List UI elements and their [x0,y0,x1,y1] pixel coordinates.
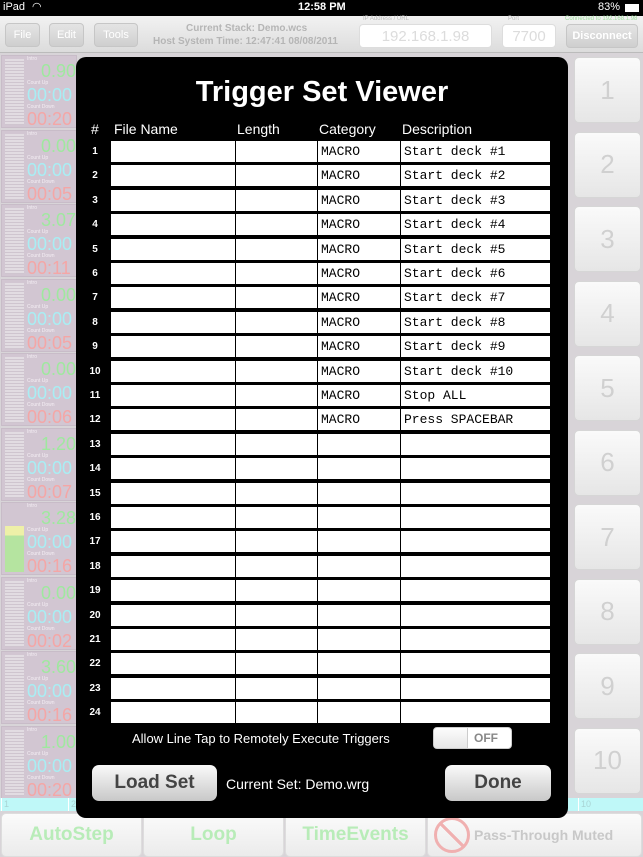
count-up-label: Count Up [27,154,49,161]
count-down-label: Count Down [27,104,55,110]
category-cell [318,629,401,650]
row-number: 5 [92,243,98,255]
length-cell [236,312,318,333]
table-row[interactable] [76,287,556,308]
deck-button-3[interactable]: 3 [574,206,641,272]
description-cell: Start deck #1 [401,141,551,162]
category-cell: MACRO [318,361,401,382]
autostep-button[interactable]: AutoStep [1,813,142,857]
file-name-cell [111,165,236,186]
intro-value: 0.90 [40,61,76,81]
disconnect-button[interactable]: Disconnect [566,24,638,48]
file-name-cell [111,434,236,455]
length-cell [236,531,318,552]
file-name-cell [111,483,236,504]
column-header-length: Length [237,121,280,137]
category-cell [318,605,401,626]
intro-label: Intro [27,503,38,509]
row-number: 13 [89,438,101,450]
current-set: Current Set: Demo.wrg [226,776,370,792]
file-name-cell [111,458,236,479]
category-cell: MACRO [318,385,401,406]
port-label: Port [508,16,520,22]
description-cell [401,507,551,528]
file-name-cell [111,141,236,162]
intro-value: 3.28 [40,508,76,528]
count-up-label: Count Up [27,303,49,310]
file-name-cell [111,605,236,626]
tools-button[interactable]: Tools [94,23,138,47]
pass-through-label: Pass-Through Muted [474,827,614,843]
file-name-cell [111,312,236,333]
description-cell: Start deck #4 [401,214,551,235]
description-cell: Start deck #3 [401,190,551,211]
count-down-label: Count Down [27,178,55,185]
length-cell [236,605,318,626]
row-number: 19 [89,585,101,597]
file-name-cell [111,336,236,357]
description-cell [401,531,551,552]
load-set-button[interactable]: Load Set [92,765,217,801]
count-up-label: Count Up [27,229,49,235]
deck-panel[interactable] [1,353,77,426]
length-cell [236,458,318,479]
category-cell: MACRO [318,141,401,162]
length-cell [236,483,318,504]
file-name-cell [111,653,236,674]
table-row[interactable] [76,409,556,430]
level-meter [5,506,24,572]
ip-label: IP Address / URL [363,16,409,22]
description-cell: Start deck #8 [401,312,551,333]
file-name-cell [111,263,236,284]
deck-panel[interactable] [1,55,77,128]
table-row[interactable] [76,531,556,552]
intro-label: Intro [27,279,38,286]
table-row[interactable] [76,336,556,357]
file-name-cell [111,361,236,382]
deck-button-4[interactable]: 4 [574,281,641,347]
file-name-cell [111,287,236,308]
level-meter [5,283,24,349]
row-number: 18 [89,560,101,572]
file-name-cell [111,190,236,211]
file-name-cell [111,629,236,650]
bottom-bar [0,812,643,857]
category-cell [318,702,401,723]
deck-panel[interactable] [1,279,77,352]
file-name-cell [111,214,236,235]
table-row[interactable] [76,580,556,601]
count-down-label: Count Down [27,700,55,706]
ip-address-input[interactable]: 192.168.1.98 [359,24,492,48]
category-cell [318,556,401,577]
count-up-value: 00:00 [27,383,73,403]
intro-value: 0.00 [40,284,76,305]
clock: 12:58 PM [298,1,346,13]
description-cell [401,483,551,504]
count-down-label: Count Down [27,625,55,632]
file-name-cell [111,239,236,260]
count-up-value: 00:00 [27,457,73,478]
description-cell: Start deck #10 [401,361,551,382]
file-name-cell [111,580,236,601]
row-number: 6 [92,268,98,279]
deck-button-6[interactable]: 6 [574,430,641,496]
description-cell: Start deck #7 [401,287,551,308]
row-number: 3 [92,194,98,206]
table-row[interactable] [76,239,556,260]
file-name-cell [111,702,236,723]
description-cell [401,458,551,479]
count-down-value: 00:20 [27,779,73,799]
status-bar [0,0,643,16]
count-down-value: 00:20 [27,109,73,128]
deck-panel[interactable] [1,130,77,203]
deck-panel[interactable] [1,428,77,501]
table-row[interactable] [76,263,556,284]
count-up-label: Count Up [27,601,49,608]
toolbar [0,16,643,53]
level-meter [5,208,24,274]
port-input[interactable]: 7700 [502,24,556,48]
intro-label: Intro [27,205,38,211]
intro-label: Intro [27,652,38,658]
count-down-label: Count Down [27,774,55,781]
deck-panel[interactable] [1,577,77,650]
row-number: 15 [89,487,101,499]
intro-label: Intro [27,130,38,137]
deck-button-5[interactable]: 5 [574,355,641,421]
category-cell: MACRO [318,287,401,308]
level-meter [5,432,24,498]
toggle-state: OFF [474,731,498,745]
count-down-value: 00:05 [27,183,73,203]
category-cell: MACRO [318,214,401,235]
length-cell [236,287,318,308]
table-row[interactable] [76,214,556,235]
length-cell [236,653,318,674]
intro-label: Intro [27,577,38,584]
intro-value: 3.07 [40,210,76,230]
table-row[interactable] [76,434,556,455]
row-number: 1 [92,146,98,157]
muted-speaker-icon [434,817,470,853]
pass-through-muted-button[interactable] [427,813,642,857]
battery-percent: 83% [598,1,621,13]
length-cell [236,702,318,723]
deck-panel[interactable] [1,651,77,724]
deck-panel[interactable] [1,726,77,799]
count-up-value: 00:00 [27,606,73,627]
length-cell [236,263,318,284]
device-name: iPad [3,1,26,13]
row-number: 14 [89,463,101,475]
deck-button-9[interactable]: 9 [574,653,641,719]
count-up-label: Count Up [27,676,49,682]
intro-value: 1.20 [40,433,76,454]
file-name-cell [111,385,236,406]
length-cell [236,556,318,577]
row-number: 2 [92,170,98,182]
count-down-value: 00:07 [27,481,73,501]
deck-panel[interactable] [1,502,77,575]
table-row[interactable] [76,141,556,162]
row-number: 20 [89,609,101,621]
row-number: 4 [92,219,98,231]
level-meter [5,581,24,647]
count-down-value: 00:16 [27,556,73,575]
table-row[interactable] [76,605,556,626]
level-meter [5,357,24,423]
description-cell: Stop ALL [401,385,551,406]
intro-label: Intro [27,56,38,62]
description-cell [401,629,551,650]
allow-line-tap-toggle[interactable] [433,727,512,749]
row-number: 22 [89,658,101,670]
count-down-value: 00:02 [27,630,73,650]
category-cell [318,653,401,674]
done-button[interactable]: Done [445,765,551,801]
table-row[interactable] [76,702,556,723]
length-cell [236,434,318,455]
row-number: 17 [89,536,101,548]
deck-button-8[interactable]: 8 [574,579,641,645]
table-row[interactable] [76,556,556,577]
category-cell [318,580,401,601]
category-cell: MACRO [318,312,401,333]
length-cell [236,214,318,235]
file-name-cell [111,507,236,528]
host-system-time: Host System Time: 12:47:41 08/08/2011 [153,36,338,47]
description-cell [401,556,551,577]
count-down-label: Count Down [27,476,55,483]
row-number: 23 [89,682,101,694]
intro-label: Intro [27,428,38,435]
row-number: 7 [92,292,98,304]
category-cell: MACRO [318,263,401,284]
strip-number: 10 [578,798,591,811]
length-cell [236,507,318,528]
length-cell [236,409,318,430]
table-row[interactable] [76,629,556,650]
column-header-file-name: File Name [114,121,178,137]
allow-line-tap-label: Allow Line Tap to Remotely Execute Triggers [132,731,390,746]
count-up-value: 00:00 [27,308,73,329]
category-cell: MACRO [318,190,401,211]
table-row[interactable] [76,507,556,528]
description-cell: Press SPACEBAR [401,409,551,430]
length-cell [236,629,318,650]
category-cell [318,678,401,699]
count-down-label: Count Down [27,253,55,259]
wifi-icon: ◠ [32,1,42,13]
battery-icon [625,4,639,12]
category-cell: MACRO [318,165,401,186]
count-down-value: 00:11 [27,258,71,277]
level-meter [5,655,24,721]
row-number: 21 [89,634,101,645]
level-meter [5,59,24,125]
count-up-label: Count Up [27,378,49,384]
toggle-knob [434,728,468,748]
length-cell [236,580,318,601]
deck-button-10[interactable]: 10 [574,728,641,794]
intro-value: 0.00 [40,582,76,603]
description-cell: Start deck #6 [401,263,551,284]
count-up-label: Count Up [27,750,49,757]
count-up-value: 00:00 [27,85,73,105]
deck-button-2[interactable]: 2 [574,132,641,198]
count-up-value: 00:00 [27,159,73,180]
length-cell [236,239,318,260]
category-cell: MACRO [318,239,401,260]
description-cell: Start deck #9 [401,336,551,357]
row-number: 10 [89,365,101,377]
table-row[interactable] [76,653,556,674]
deck-panel[interactable] [1,204,77,277]
loop-button[interactable]: Loop [143,813,284,857]
file-name-cell [111,409,236,430]
description-cell [401,678,551,699]
table-row[interactable] [76,483,556,504]
level-meter [5,134,24,200]
file-name-cell [111,531,236,552]
count-up-value: 00:00 [27,755,73,776]
strip-number: 2 [68,798,76,811]
description-cell: Start deck #2 [401,165,551,186]
description-cell [401,580,551,601]
deck-button-1[interactable]: 1 [574,57,641,123]
category-cell [318,483,401,504]
category-cell [318,434,401,455]
length-cell [236,678,318,699]
table-row[interactable] [76,385,556,406]
row-number: 24 [89,707,101,719]
edit-button[interactable]: Edit [49,23,84,47]
category-cell: MACRO [318,409,401,430]
length-cell [236,336,318,357]
connection-status: Connected to 192.168.1.98 [565,16,638,22]
intro-value: 1.00 [40,731,76,752]
description-cell [401,702,551,723]
count-up-label: Count Up [27,527,49,533]
count-up-value: 00:00 [27,532,73,552]
category-cell [318,507,401,528]
count-down-value: 00:05 [27,332,73,352]
length-cell [236,385,318,406]
intro-label: Intro [27,726,38,733]
count-up-value: 00:00 [27,234,73,254]
table-row[interactable] [76,361,556,382]
intro-value: 0.00 [40,359,76,379]
count-up-label: Count Up [27,80,49,86]
current-stack: Current Stack: Demo.wcs [186,23,308,34]
row-number: 16 [89,512,101,523]
column-header-category: Category [319,121,376,137]
column-header-number: # [91,121,99,137]
dialog-title: Trigger Set Viewer [195,76,449,108]
deck-button-7[interactable]: 7 [574,504,641,570]
category-cell [318,458,401,479]
count-down-value: 00:06 [27,407,73,426]
category-cell: MACRO [318,336,401,357]
file-button[interactable]: File [5,23,40,47]
table-row[interactable] [76,312,556,333]
length-cell [236,361,318,382]
time-events-button[interactable]: TimeEvents [285,813,426,857]
count-up-value: 00:00 [27,681,73,701]
category-cell [318,531,401,552]
description-cell: Start deck #5 [401,239,551,260]
count-down-label: Count Down [27,402,55,408]
row-number: 12 [89,414,101,426]
file-name-cell [111,556,236,577]
table-row[interactable] [76,678,556,699]
count-down-label: Count Down [27,327,55,334]
length-cell [236,190,318,211]
row-number: 8 [92,316,98,328]
length-cell [236,141,318,162]
description-cell [401,653,551,674]
column-header-description: Description [402,121,473,137]
trigger-set-viewer-dialog [76,57,568,818]
count-down-label: Count Down [27,551,55,557]
file-name-cell [111,678,236,699]
description-cell [401,605,551,626]
level-meter [5,730,24,796]
table-row[interactable] [76,458,556,479]
strip-number: 1 [1,798,9,811]
description-cell [401,434,551,455]
intro-value: 0.00 [40,135,76,156]
length-cell [236,165,318,186]
count-down-value: 00:16 [27,705,73,724]
intro-label: Intro [27,354,38,360]
count-up-label: Count Up [27,452,49,459]
intro-value: 3.60 [40,657,76,677]
row-number: 11 [89,390,101,401]
row-number: 9 [92,341,98,353]
table-row[interactable] [76,165,556,186]
table-row[interactable] [76,190,556,211]
